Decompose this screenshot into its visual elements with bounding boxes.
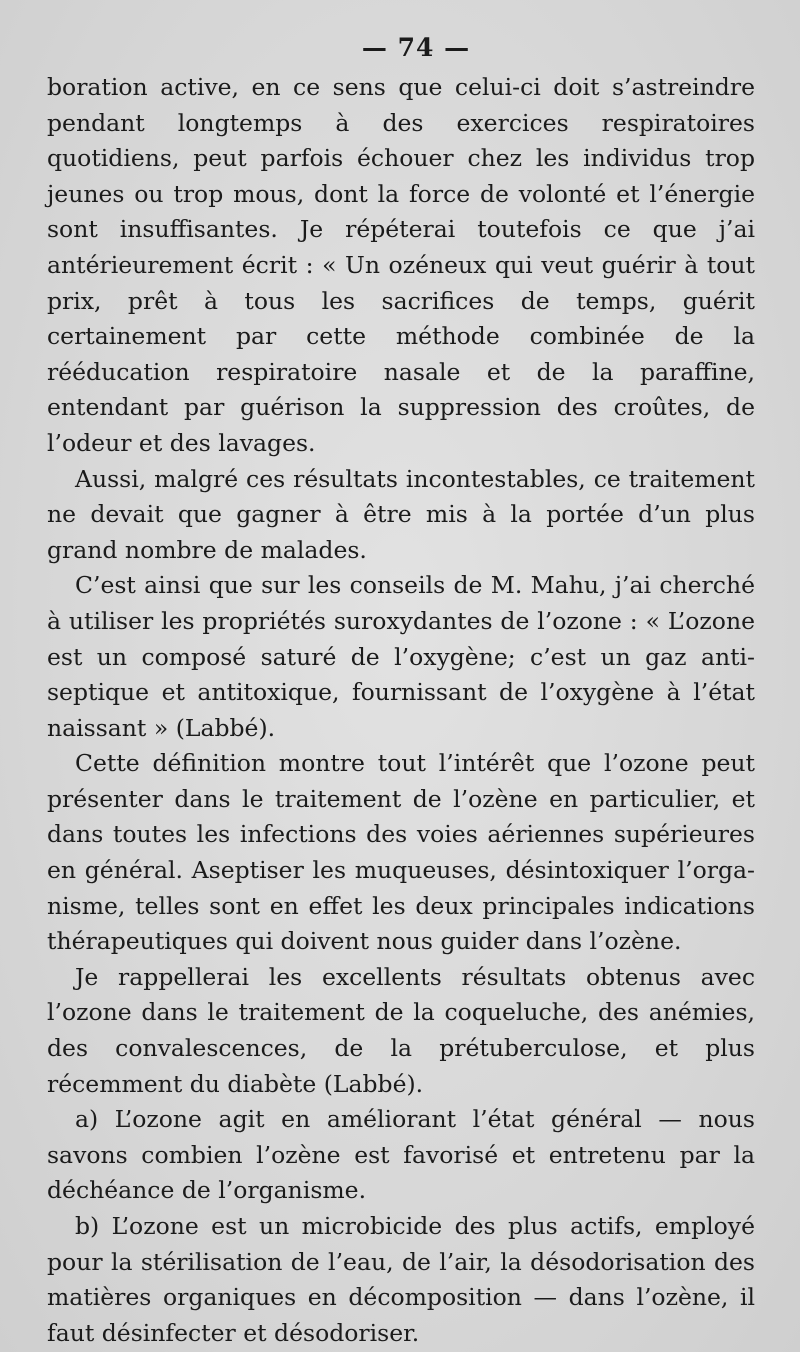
paragraph-continued: boration active, en ce sens que celui-ci doit s’astreindre pendant longtemps à des exercices respiratoires quotidiens, peut parfois échouer chez les individus trop jeunes ou trop mous, dont la force de volonté et l’énergie sont insuffisantes. Je répéterai toutefois ce que j’ai antérieurement écrit : « Un ozéneux qui veut guérir à tout prix, prêt à tous les sacrifices de temps, guérit certainement par cette méthode combinée de la rééducation respiratoire nasale et de la paraffine, entendant par guérison la suppression des croûtes, de l’odeur et des lavages. [47,73,755,457]
document-page [47,28,755,1351]
paragraph: Aussi, malgré ces résultats incontestables, ce traitement ne devait que gagner à être mis à la portée d’un plus grand nombre de malades. [47,464,755,564]
page-number: — 74 — [361,33,471,62]
paragraph: C’est ainsi que sur les conseils de M. Mahu, j’ai cherché à utiliser les propriétés suroxydantes de l’ozone : « L’ozone est un composé saturé de l’oxygène; c’est un gaz antiseptique et antitoxique, fournissant de l’oxygène à l’état naissant » (Labbé). [47,571,755,742]
paragraph-item-b: b) L’ozone est un microbicide des plus actifs, employé pour la stérilisation de l’eau, de l’air, la désodorisation des matières organiques en décomposition — dans l’ozène, il faut désinfecter et désodoriser. [47,1212,755,1347]
paragraph: Je rappellerai les excellents résultats obtenus avec l’ozone dans le traitement de la coqueluche, des anémies, des convalescences, de la prétuberculose, et plus récemment du diabète (Labbé). [47,962,755,1098]
paragraph: Cette définition montre tout l’intérêt que l’ozone peut présenter dans le traitement de l’ozène en particulier, et dans toutes les infections des voies aériennes supérieures en général. Aseptiser les muqueuses, désintoxiquer l’organisme, telles sont en effet les deux principales indications thérapeutiques qui doivent nous guider dans l’ozène. [47,749,755,956]
paragraph-item-a: a) L’ozone agit en améliorant l’état général — nous savons combien l’ozène est favorisé et entretenu par la déchéance de l’organisme. [47,1105,755,1205]
